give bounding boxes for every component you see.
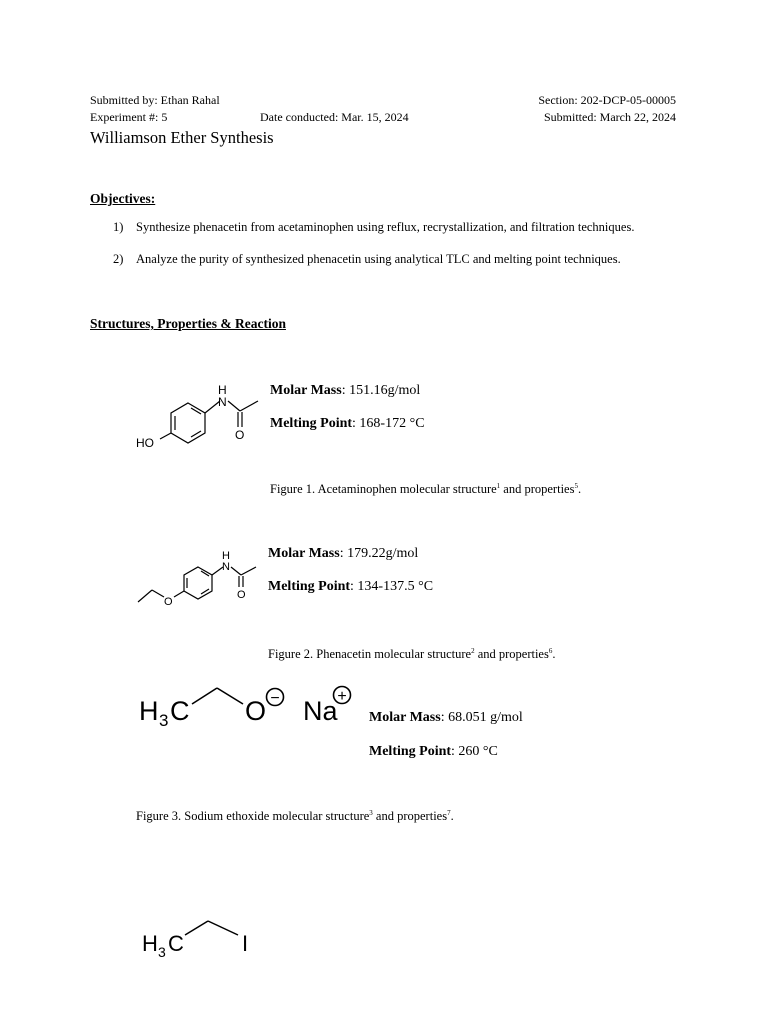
ethyl-iodide-structure <box>138 915 268 965</box>
objective-text: Analyze the purity of synthesized phenacetin using analytical TLC and melting point techniques. <box>136 252 621 266</box>
figure-1-caption <box>270 482 581 497</box>
figure-3-caption <box>136 809 454 824</box>
reference: 3 <box>369 808 373 817</box>
molar-mass-label: Molar Mass <box>369 710 441 725</box>
sodium-ethoxide-structure <box>135 680 365 730</box>
melting-point-label: Melting Point <box>369 744 452 759</box>
molar-mass-label: Molar Mass <box>268 546 340 561</box>
atom-h: H <box>139 696 159 726</box>
submitted-by: Submitted by: Ethan Rahal <box>90 93 220 107</box>
caption-text: . <box>450 809 454 823</box>
submitted-date: Submitted: March 22, 2024 <box>544 110 676 124</box>
objective-number: 2) <box>113 252 124 266</box>
atom-h: H <box>142 931 158 956</box>
caption-text: . <box>577 482 582 496</box>
objectives-heading: Objectives: <box>90 191 156 206</box>
subscript-3: 3 <box>159 711 169 730</box>
atom-i: I <box>242 931 249 956</box>
melting-point-value: : 260 °C <box>451 744 498 759</box>
melting-point-value: : 134-137.5 °C <box>350 579 434 594</box>
experiment-number: Experiment #: 5 <box>90 110 168 124</box>
caption-text: . <box>552 647 556 661</box>
molar-mass-value: : 151.16g/mol <box>341 383 421 398</box>
sodium-ethoxide-molar-mass <box>369 710 523 726</box>
objective-number: 1) <box>113 220 124 234</box>
reference: 7 <box>447 808 451 817</box>
reference: 1 <box>496 481 501 490</box>
subscript-3: 3 <box>158 944 166 960</box>
plus-charge-icon: + <box>337 688 347 705</box>
acetaminophen-molar-mass <box>270 383 420 399</box>
objective-item <box>113 220 653 252</box>
caption-text: Figure 1. Acetaminophen molecular structure <box>270 482 497 496</box>
melting-point-value: : 168-172 °C <box>352 416 425 431</box>
date-conducted: Date conducted: Mar. 15, 2024 <box>260 110 409 124</box>
objective-item <box>113 252 713 268</box>
atom-n: N <box>222 561 230 573</box>
minus-charge-icon: − <box>270 690 280 707</box>
atom-na: Na <box>303 696 338 726</box>
atom-c: C <box>168 931 184 956</box>
acetaminophen-melting-point <box>270 416 425 432</box>
section-number: Section: 202-DCP-05-00005 <box>538 93 676 107</box>
molar-mass-value: : 179.22g/mol <box>339 546 419 561</box>
figure-2-caption <box>268 647 555 662</box>
phenacetin-molar-mass <box>268 546 418 562</box>
molar-mass-label: Molar Mass <box>270 383 342 398</box>
reference: 6 <box>548 646 553 655</box>
atom-o: O <box>164 596 173 608</box>
caption-text: and properties <box>474 647 549 661</box>
caption-text: Figure 3. Sodium ethoxide molecular structure <box>136 809 370 823</box>
atom-o: O <box>235 428 245 442</box>
atom-c: C <box>170 696 190 726</box>
atom-h: H <box>218 383 227 397</box>
atom-n: N <box>218 395 227 409</box>
atom-ho: HO <box>136 436 154 450</box>
objective-text: Synthesize phenacetin from acetaminophen using reflux, recrystallization, and filtration techniques. <box>136 220 635 234</box>
melting-point-label: Melting Point <box>270 416 353 431</box>
phenacetin-melting-point <box>268 579 433 595</box>
atom-o: O <box>237 589 246 601</box>
atom-h: H <box>222 550 230 562</box>
acetaminophen-structure <box>130 375 270 455</box>
caption-text: Figure 2. Phenacetin molecular structure <box>268 647 472 661</box>
phenacetin-structure <box>130 545 270 610</box>
caption-text: and properties <box>500 482 575 496</box>
reference: 2 <box>471 646 475 655</box>
atom-o: O <box>245 696 267 726</box>
structures-heading: Structures, Properties & Reaction <box>90 316 286 331</box>
sodium-ethoxide-melting-point <box>369 744 498 760</box>
molar-mass-value: : 68.051 g/mol <box>440 710 523 725</box>
caption-text: and properties <box>372 809 448 823</box>
reference: 5 <box>574 481 578 490</box>
page-title: Williamson Ether Synthesis <box>90 128 274 147</box>
melting-point-label: Melting Point <box>268 579 351 594</box>
